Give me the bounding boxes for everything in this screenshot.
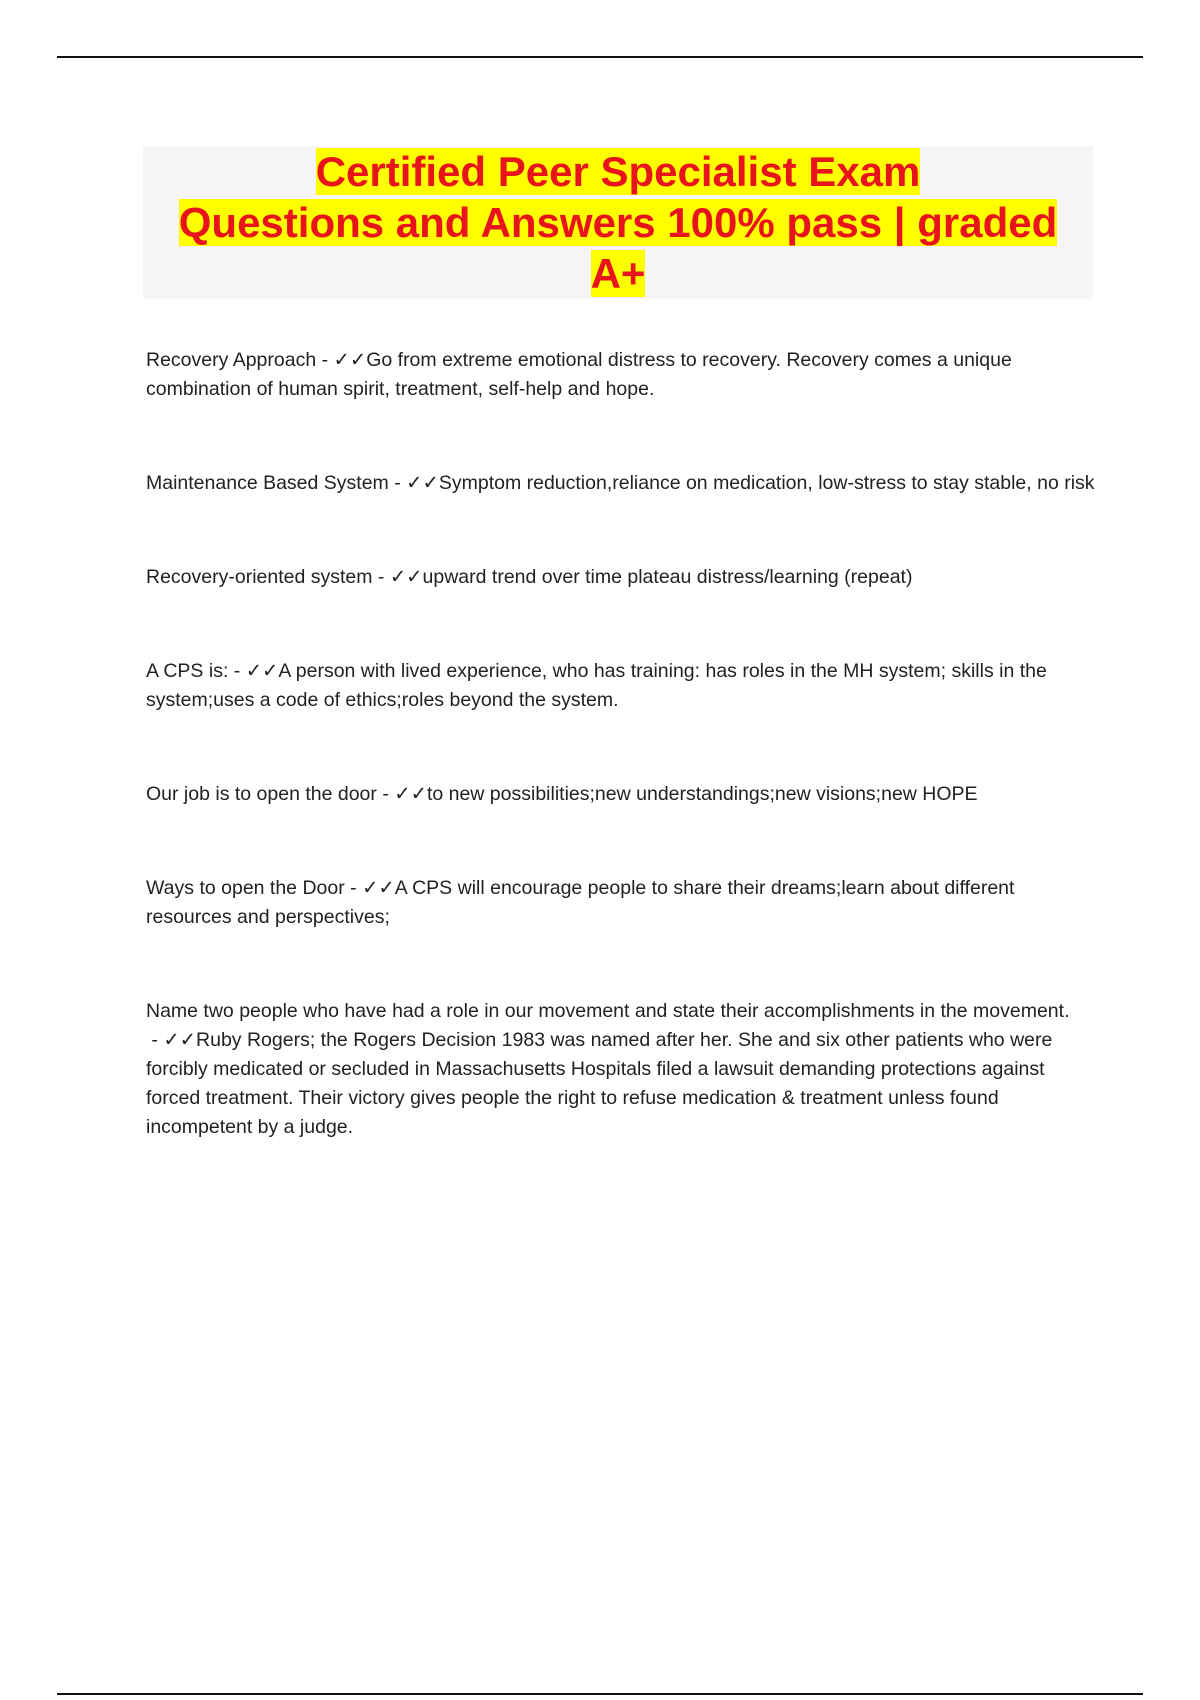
qa-item: [146, 657, 1096, 715]
qa-answer: A CPS will encourage people to share their dreams;learn about different resources and perspectives;: [146, 877, 1015, 928]
check-icon: ✓✓: [406, 472, 439, 494]
title-banner: [143, 146, 1093, 299]
check-icon: ✓✓: [389, 566, 423, 588]
qa-term: A CPS is:: [146, 660, 229, 682]
qa-separator: -: [388, 472, 407, 494]
qa-answer: Ruby Rogers; the Rogers Decision 1983 was named after her. She and six other patients who were forcibly medicated or secluded in Massachusetts Hospitals filed a lawsuit demanding protections against forced treatment. Their victory gives people the right to refuse medication & treatment unless found incompetent by a judge.: [146, 1029, 1053, 1138]
qa-term: Ways to open the Door: [146, 877, 345, 899]
qa-separator: -: [344, 877, 363, 899]
top-rule: [57, 56, 1143, 58]
check-icon: ✓✓: [245, 660, 279, 682]
check-icon: ✓✓: [362, 877, 395, 899]
check-icon: ✓✓: [163, 1029, 197, 1051]
qa-term: Recovery-oriented system: [146, 566, 373, 588]
qa-answer: to new possibilities;new understandings;new visions;new HOPE: [426, 783, 978, 805]
qa-term: Our job is to open the door: [146, 783, 377, 805]
title-line-2: Questions and Answers 100% pass | graded: [178, 199, 1058, 246]
bottom-rule: [57, 1693, 1143, 1695]
check-icon: ✓✓: [394, 783, 427, 805]
qa-item: [146, 874, 1096, 932]
qa-item: [146, 997, 1096, 1142]
qa-answer: Symptom reduction,reliance on medication, low-stress to stay stable, no risk: [438, 472, 1095, 494]
qa-answer: A person with lived experience, who has training: has roles in the MH system; skills in the system;uses a code of ethics;roles beyond the system.: [146, 660, 1047, 711]
qa-separator: -: [372, 566, 390, 588]
qa-separator: -: [146, 1029, 164, 1051]
qa-term: Maintenance Based System: [146, 472, 389, 494]
qa-term: Recovery Approach: [146, 349, 317, 371]
qa-separator: -: [376, 783, 395, 805]
title-line-1: Certified Peer Specialist Exam: [315, 148, 921, 195]
check-icon: ✓✓: [333, 349, 367, 371]
qa-list: [146, 346, 1096, 1142]
document-title: [143, 146, 1093, 299]
qa-item: [146, 346, 1096, 404]
qa-answer: Go from extreme emotional distress to recovery. Recovery comes a unique combination of human spirit, treatment, self-help and hope.: [146, 349, 1012, 400]
qa-term: Name two people who have had a role in our movement and state their accomplishments in the movement.: [146, 1000, 1070, 1022]
title-line-3: A+: [590, 250, 646, 297]
qa-answer: upward trend over time plateau distress/learning (repeat): [422, 566, 913, 588]
qa-separator: -: [316, 349, 334, 371]
qa-item: [146, 780, 1096, 809]
qa-item: [146, 469, 1096, 498]
qa-item: [146, 563, 1096, 592]
qa-separator: -: [228, 660, 246, 682]
